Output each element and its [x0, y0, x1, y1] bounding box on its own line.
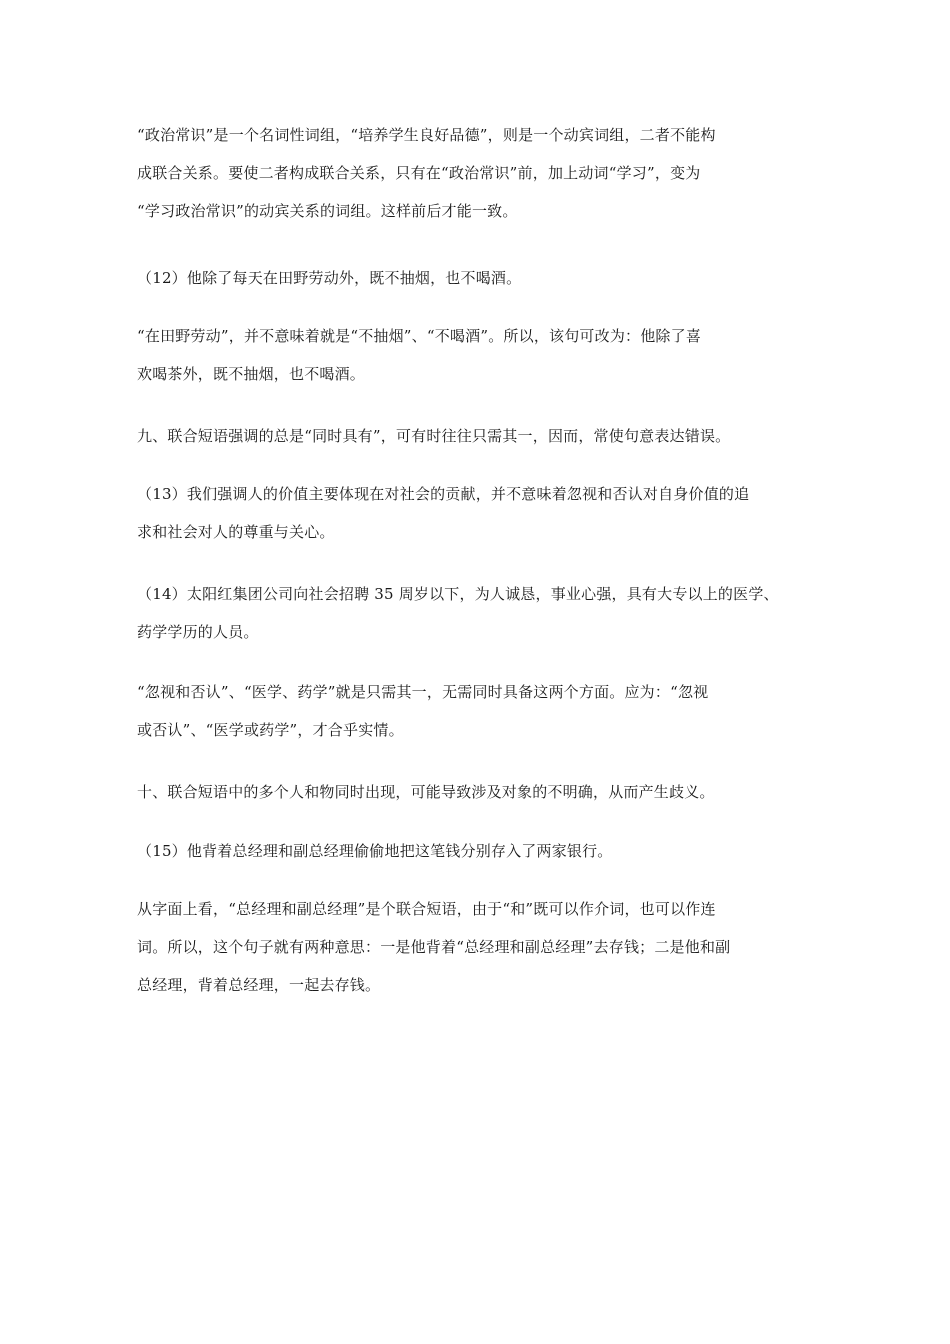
text-line: 药学学历的人员。 [137, 623, 259, 641]
paragraph-explanation-15 [137, 890, 837, 1004]
text-line: “政治常识”是一个名词性词组，“培养学生良好品德”，则是一个动宾词组，二者不能构 [137, 126, 716, 144]
paragraph-example-14 [137, 575, 837, 651]
text-line: “在田野劳动”，并不意味着就是“不抽烟”、“不喝酒”。所以，该句可改为：他除了喜 [137, 327, 702, 345]
text-line: 九、联合短语强调的总是“同时具有”，可有时往往只需其一，因而，常使句意表达错误。 [137, 427, 731, 445]
paragraph-example-12 [137, 259, 837, 297]
text-line: 十、联合短语中的多个人和物同时出现，可能导致涉及对象的不明确，从而产生歧义。 [137, 783, 715, 801]
text-line: （14）太阳红集团公司向社会招聘 35 周岁以下，为人诚恳，事业心强，具有大专以上的医学、 [137, 585, 779, 603]
text-line: 或否认”、“医学或药学”，才合乎实情。 [137, 721, 404, 739]
text-line: 成联合关系。要使二者构成联合关系，只有在“政治常识”前，加上动词“学习”，变为 [137, 164, 701, 182]
text-line: “学习政治常识”的动宾关系的词组。这样前后才能一致。 [137, 202, 518, 220]
text-line: “忽视和否认”、“医学、药学”就是只需其一，无需同时具备这两个方面。应为：“忽视 [137, 683, 709, 701]
paragraph-explanation-13-14 [137, 673, 837, 749]
text-line: （12）他除了每天在田野劳动外，既不抽烟，也不喝酒。 [137, 269, 522, 287]
text-line: （13）我们强调人的价值主要体现在对社会的贡献，并不意味着忽视和否认对自身价值的追 [137, 485, 750, 503]
text-line: 词。所以，这个句子就有两种意思：一是他背着“总经理和副总经理”去存钱；二是他和副 [137, 938, 731, 956]
paragraph-example-15 [137, 832, 837, 870]
text-line: 从字面上看，“总经理和副总经理”是个联合短语，由于“和”既可以作介词，也可以作连 [137, 900, 716, 918]
paragraph-explanation-political-knowledge [137, 116, 837, 230]
text-line: 欢喝茶外，既不抽烟，也不喝酒。 [137, 365, 366, 383]
text-line: （15）他背着总经理和副总经理偷偷地把这笔钱分别存入了两家银行。 [137, 842, 613, 860]
paragraph-explanation-12 [137, 317, 837, 393]
paragraph-example-13 [137, 475, 837, 551]
text-line: 总经理，背着总经理，一起去存钱。 [137, 976, 381, 994]
text-line: 求和社会对人的尊重与关心。 [137, 523, 335, 541]
section-heading-nine [137, 417, 837, 455]
section-heading-ten [137, 773, 837, 811]
